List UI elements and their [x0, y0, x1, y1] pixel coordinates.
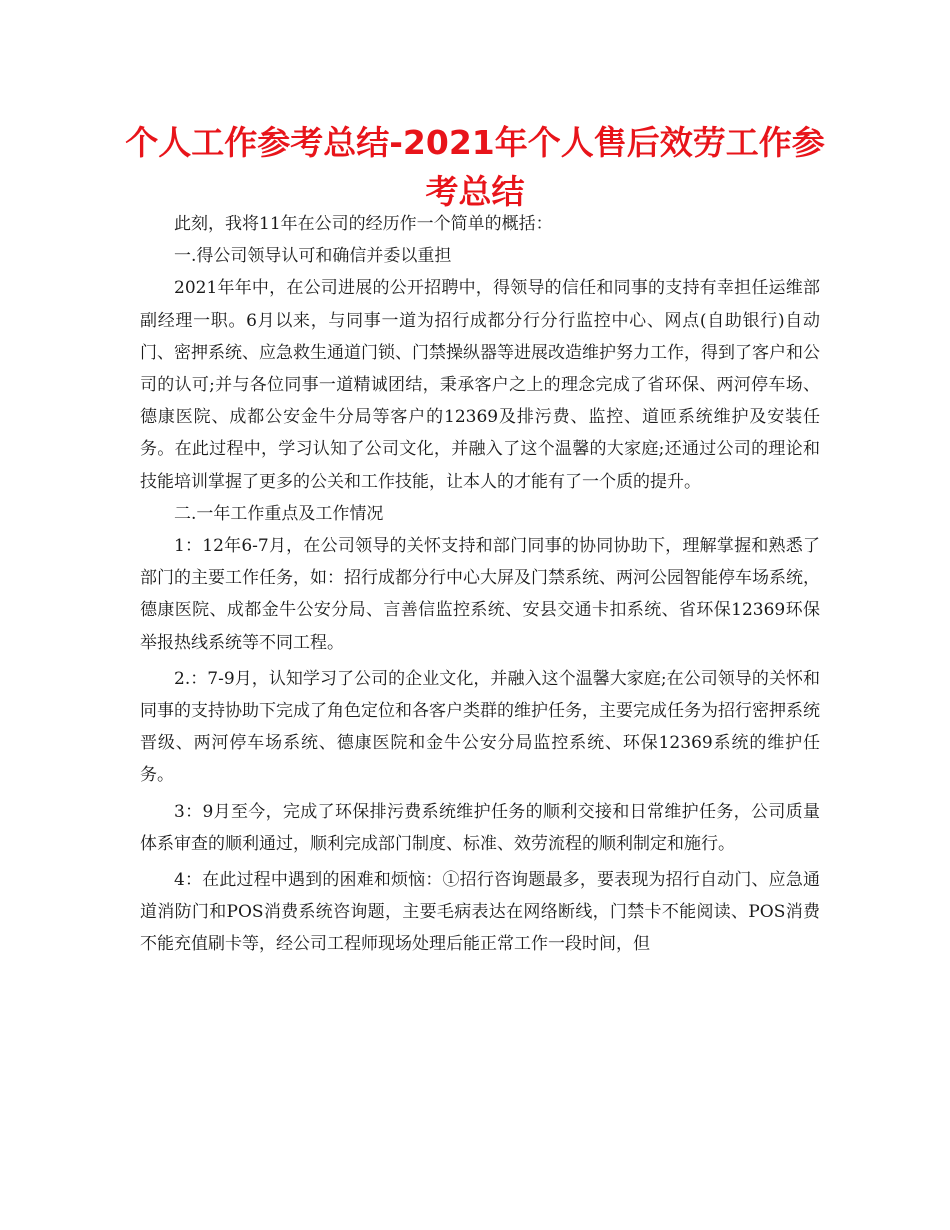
paragraph-section-1: 2021年年中，在公司进展的公开招聘中，得领导的信任和同事的支持有幸担任运维部副经理一职。6月以来，与同事一道为招行成都分行分行监控中心、网点(自助银行)自动门、密押系统、应急救生通道门锁、门禁操纵器等进展改造维护努力工作，得到了客户和公司的认可;并与各位同事一道精诚团结，秉承客户之上的理念完成了省环保、两河停车场、德康医院、成都公安金牛分局等客户的12369及排污费、监控、道匝系统维护及安装任务。在此过程中，学习认知了公司文化，并融入了这个温馨的大家庭;还通过公司的理论和技能培训掌握了更多的公关和工作技能，让本人的才能有了一个质的提升。: [140, 278, 820, 492]
paragraph-item-3: 3：9月至今，完成了环保排污费系统维护任务的顺利交接和日常维护任务，公司质量体系审查的顺利通过，顺利完成部门制度、标准、效劳流程的顺利制定和施行。: [140, 801, 820, 854]
section-heading-1: 一.得公司领导认可和确信并委以重担: [174, 246, 452, 267]
section-heading-2: 二.一年工作重点及工作情况: [174, 503, 384, 524]
paragraph-item-4: 4：在此过程中遇到的困难和烦恼：①招行咨询题最多，要表现为招行自动门、应急通道消防门和POS消费系统咨询题，主要毛病表达在网络断线，门禁卡不能阅读、POS消费不能充值刷卡等，经公司工程师现场处理后能正常工作一段时间，但: [140, 870, 820, 955]
document-body: [140, 208, 820, 961]
document-title: 个人工作参考总结-2021年个人售后效劳工作参考总结: [125, 123, 825, 211]
paragraph-item-2: 2.：7-9月，认知学习了公司的企业文化，并融入这个温馨大家庭;在公司领导的关怀和同事的支持协助下完成了角色定位和各客户类群的维护任务，主要完成任务为招行密押系统晋级、两河停车场系统、德康医院和金牛公安分局监控系统、环保12369系统的维护任务。: [140, 668, 820, 786]
paragraph-item-1: 1：12年6-7月，在公司领导的关怀支持和部门同事的协同协助下，理解掌握和熟悉了部门的主要工作任务，如：招行成都分行中心大屏及门禁系统、两河公园智能停车场系统，德康医院、成都金牛公安分局、言善信监控系统、安县交通卡扣系统、省环保12369环保举报热线系统等不同工程。: [140, 536, 820, 653]
paragraph-intro: 此刻，我将11年在公司的经历作一个简单的概括：: [174, 214, 553, 234]
